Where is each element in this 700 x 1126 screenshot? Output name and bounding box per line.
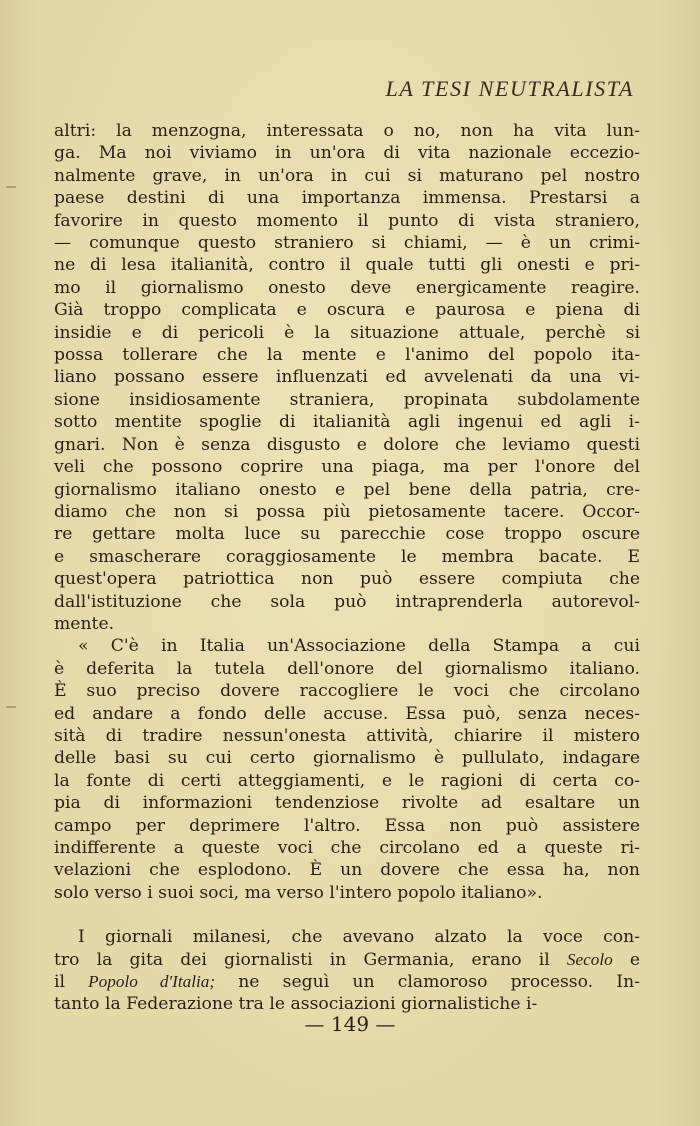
text-line: tro la gita dei giornalisti in Germania, erano il Secolo e — [54, 949, 640, 970]
text-line: pia di informazioni tendenziose rivolte ad esaltare un — [54, 793, 640, 814]
italic-title: Secolo — [566, 949, 613, 969]
text-line: sione insidiosamente straniera, propinata subdolamente — [54, 389, 640, 410]
text-line: è deferita la tutela dell'onore del giornalismo italiano. — [54, 658, 640, 679]
text-line: e smascherare coraggiosamente le membra bacate. E — [54, 546, 640, 567]
text-line: veli che possono coprire una piaga, ma per l'onore del — [54, 457, 640, 478]
text-line: indifferente a queste voci che circolano ed a queste ri- — [54, 838, 640, 858]
paragraph — [54, 120, 640, 635]
text-line: favorire in questo momento il punto di vista straniero, — [54, 210, 640, 231]
running-header: LA TESI NEUTRALISTA — [385, 76, 634, 101]
text-line: possa tollerare che la mente e l'animo del popolo ita- — [54, 345, 640, 366]
text-line: giornalismo italiano onesto e pel bene della patria, cre- — [54, 479, 640, 500]
text-line: quest'opera patriottica non può essere compiuta che — [54, 569, 640, 590]
text-line: campo per deprimere l'altro. Essa non può assistere — [54, 815, 640, 836]
text-line: il Popolo d'Italia; ne seguì un clamoroso processo. In- — [54, 972, 640, 993]
text-line: tanto la Federazione tra le associazioni giornalistiche i- — [54, 994, 538, 1015]
text-line: gnari. Non è senza disgusto e dolore che leviamo questi — [54, 434, 640, 455]
text-line: insidie e di pericoli è la situazione attuale, perchè si — [54, 322, 640, 343]
text-line: sità di tradire nessun'onesta attività, chiarire il mistero — [54, 725, 640, 746]
text-line: — comunque questo straniero si chiami, — è un crimi- — [54, 233, 640, 254]
italic-title: Popolo d'Italia; — [88, 972, 216, 992]
text-line: dall'istituzione che sola può intraprenderla autorevol- — [54, 591, 640, 612]
text-line: re gettare molta luce su parecchie cose troppo oscure — [54, 524, 640, 545]
margin-mark — [6, 706, 16, 708]
text-line: « C'è in Italia un'Associazione della Stampa a cui — [78, 636, 640, 657]
text-line: sotto mentite spoglie di italianità agli ingenui ed agli i- — [54, 412, 640, 433]
text-line: I giornali milanesi, che avevano alzato la voce con- — [78, 927, 640, 948]
body-text — [54, 120, 640, 1016]
text-line: paese destini di una importanza immensa. Prestarsi a — [54, 188, 640, 209]
text-line: mo il giornalismo onesto deve energicamente reagire. — [54, 277, 640, 298]
text-line: Già troppo complicata e oscura e paurosa e piena di — [54, 300, 640, 321]
text-line: delle basi su cui certo giornalismo è pullulato, indagare — [54, 748, 640, 769]
text-line: mente. — [54, 613, 115, 634]
text-line: diamo che non si possa più pietosamente tacere. Occor- — [54, 501, 640, 522]
page-number: — 149 — — [304, 1012, 396, 1036]
text-line: la fonte di certi atteggiamenti, e le ragioni di certa co- — [54, 770, 640, 791]
text-line: È suo preciso dovere raccogliere le voci che circolano — [54, 681, 640, 702]
margin-mark — [6, 186, 16, 188]
paragraph — [54, 635, 640, 904]
paragraph — [54, 926, 640, 1016]
text-line: altri: la menzogna, interessata o no, non ha vita lun- — [54, 121, 640, 141]
text-line: ga. Ma noi viviamo in un'ora di vita nazionale eccezio- — [54, 143, 640, 164]
text-line: liano possano essere influenzati ed avvelenati da una vi- — [54, 367, 640, 388]
text-line: solo verso i suoi soci, ma verso l'intero popolo italiano». — [54, 882, 543, 903]
text-line: velazioni che esplodono. È un dovere che essa ha, non — [54, 860, 640, 881]
text-line: nalmente grave, in un'ora in cui si maturano pel nostro — [54, 165, 640, 186]
text-line: ed andare a fondo delle accuse. Essa può, senza neces- — [54, 703, 640, 724]
text-line: ne di lesa italianità, contro il quale tutti gli onesti e pri- — [54, 255, 640, 276]
